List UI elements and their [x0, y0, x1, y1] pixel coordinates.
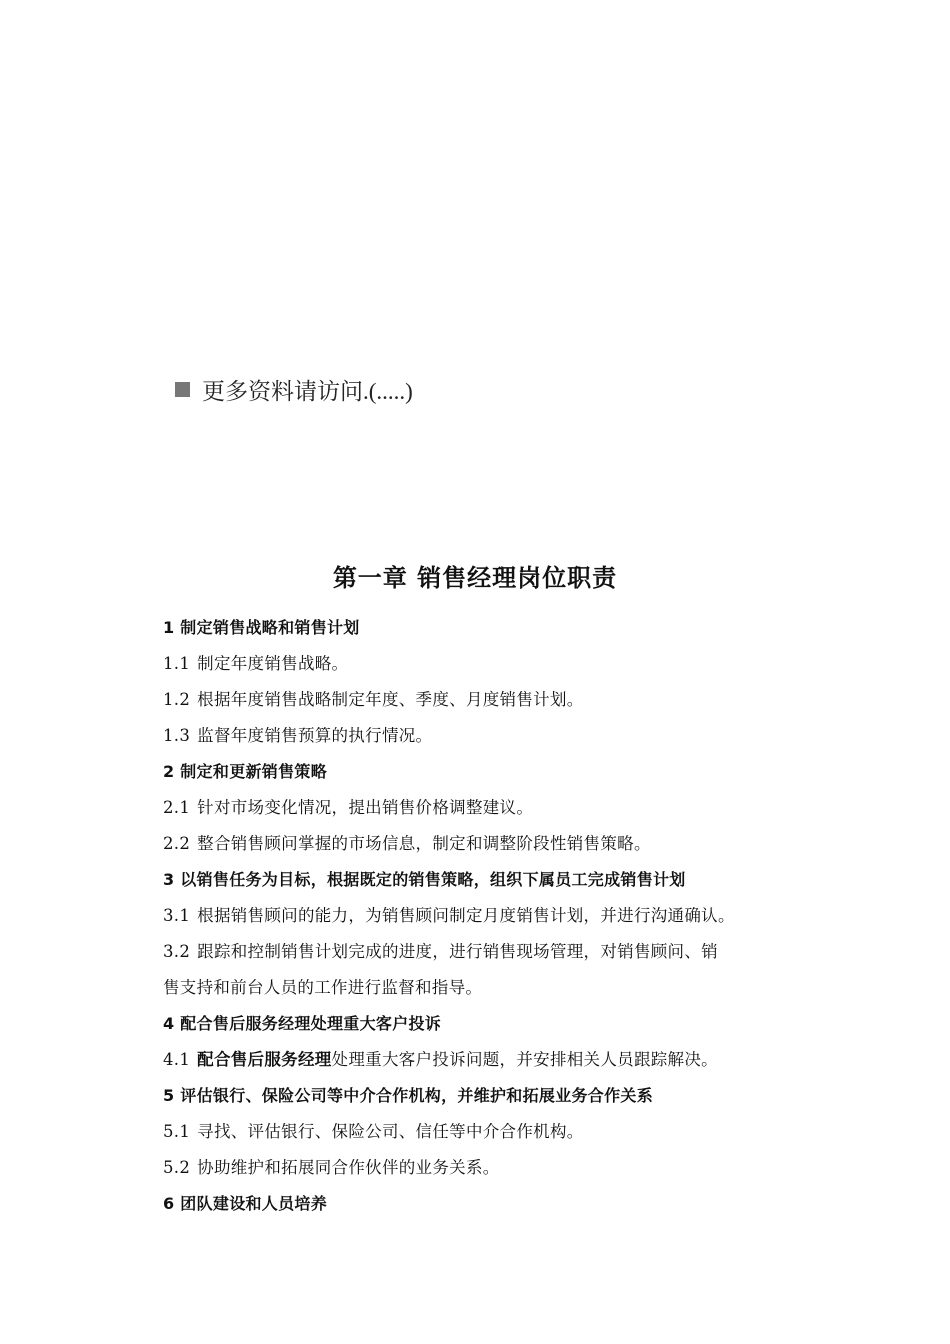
- item-text: 处理重大客户投诉问题，并安排相关人员跟踪解决。: [331, 1050, 718, 1069]
- square-bullet-icon: [175, 382, 190, 397]
- item-text: 跟踪和控制销售计划完成的进度，进行销售现场管理，对销售顾问、销: [197, 942, 718, 961]
- item-text: 制定年度销售战略。: [197, 654, 349, 673]
- list-item-3-1: [163, 898, 813, 934]
- item-number: 5.2: [163, 1158, 191, 1177]
- list-item-5-2: [163, 1150, 813, 1186]
- list-item-2-1: [163, 790, 813, 826]
- item-number: 1.2: [163, 690, 191, 709]
- item-text: 针对市场变化情况，提出销售价格调整建议。: [197, 798, 534, 817]
- item-number: 2.2: [163, 834, 191, 853]
- item-number: 5.1: [163, 1122, 191, 1141]
- item-number: 3.1: [163, 906, 191, 925]
- item-text: 根据销售顾问的能力，为销售顾问制定月度销售计划，并进行沟通确认。: [197, 906, 735, 925]
- website-notice-text: 更多资料请访问.(.....): [202, 378, 413, 404]
- item-bold-text: 配合售后服务经理: [197, 1050, 332, 1069]
- chapter-title: 第一章 销售经理岗位职责: [332, 564, 618, 592]
- document-body: [163, 610, 813, 1222]
- section-heading-2: 2 制定和更新销售策略: [163, 762, 328, 781]
- item-text: 监督年度销售预算的执行情况。: [197, 726, 433, 745]
- website-notice: [175, 372, 413, 406]
- section-heading-1: 1 制定销售战略和销售计划: [163, 618, 360, 637]
- list-item-1-1: [163, 646, 813, 682]
- item-number: 3.2: [163, 942, 191, 961]
- list-item-3-2: [163, 934, 813, 970]
- section-heading-6: 6 团队建设和人员培养: [163, 1194, 328, 1213]
- list-item-4-1: [163, 1042, 813, 1078]
- list-item-2-2: [163, 826, 813, 862]
- section-heading-4: 4 配合售后服务经理处理重大客户投诉: [163, 1014, 442, 1033]
- list-item-3-2-continued: 售支持和前台人员的工作进行监督和指导。: [163, 978, 483, 997]
- item-text: 整合销售顾问掌握的市场信息，制定和调整阶段性销售策略。: [197, 834, 651, 853]
- section-heading-5: 5 评估银行、保险公司等中介合作机构，并维护和拓展业务合作关系: [163, 1086, 654, 1105]
- item-number: 1.1: [163, 654, 191, 673]
- item-text: 根据年度销售战略制定年度、季度、月度销售计划。: [197, 690, 584, 709]
- section-heading-3: 3 以销售任务为目标，根据既定的销售策略，组织下属员工完成销售计划: [163, 870, 686, 889]
- item-number: 2.1: [163, 798, 191, 817]
- item-number: 1.3: [163, 726, 191, 745]
- item-text: 寻找、评估银行、保险公司、信任等中介合作机构。: [197, 1122, 584, 1141]
- item-number: 4.1: [163, 1050, 191, 1069]
- list-item-5-1: [163, 1114, 813, 1150]
- list-item-1-2: [163, 682, 813, 718]
- item-text: 协助维护和拓展同合作伙伴的业务关系。: [197, 1158, 500, 1177]
- list-item-1-3: [163, 718, 813, 754]
